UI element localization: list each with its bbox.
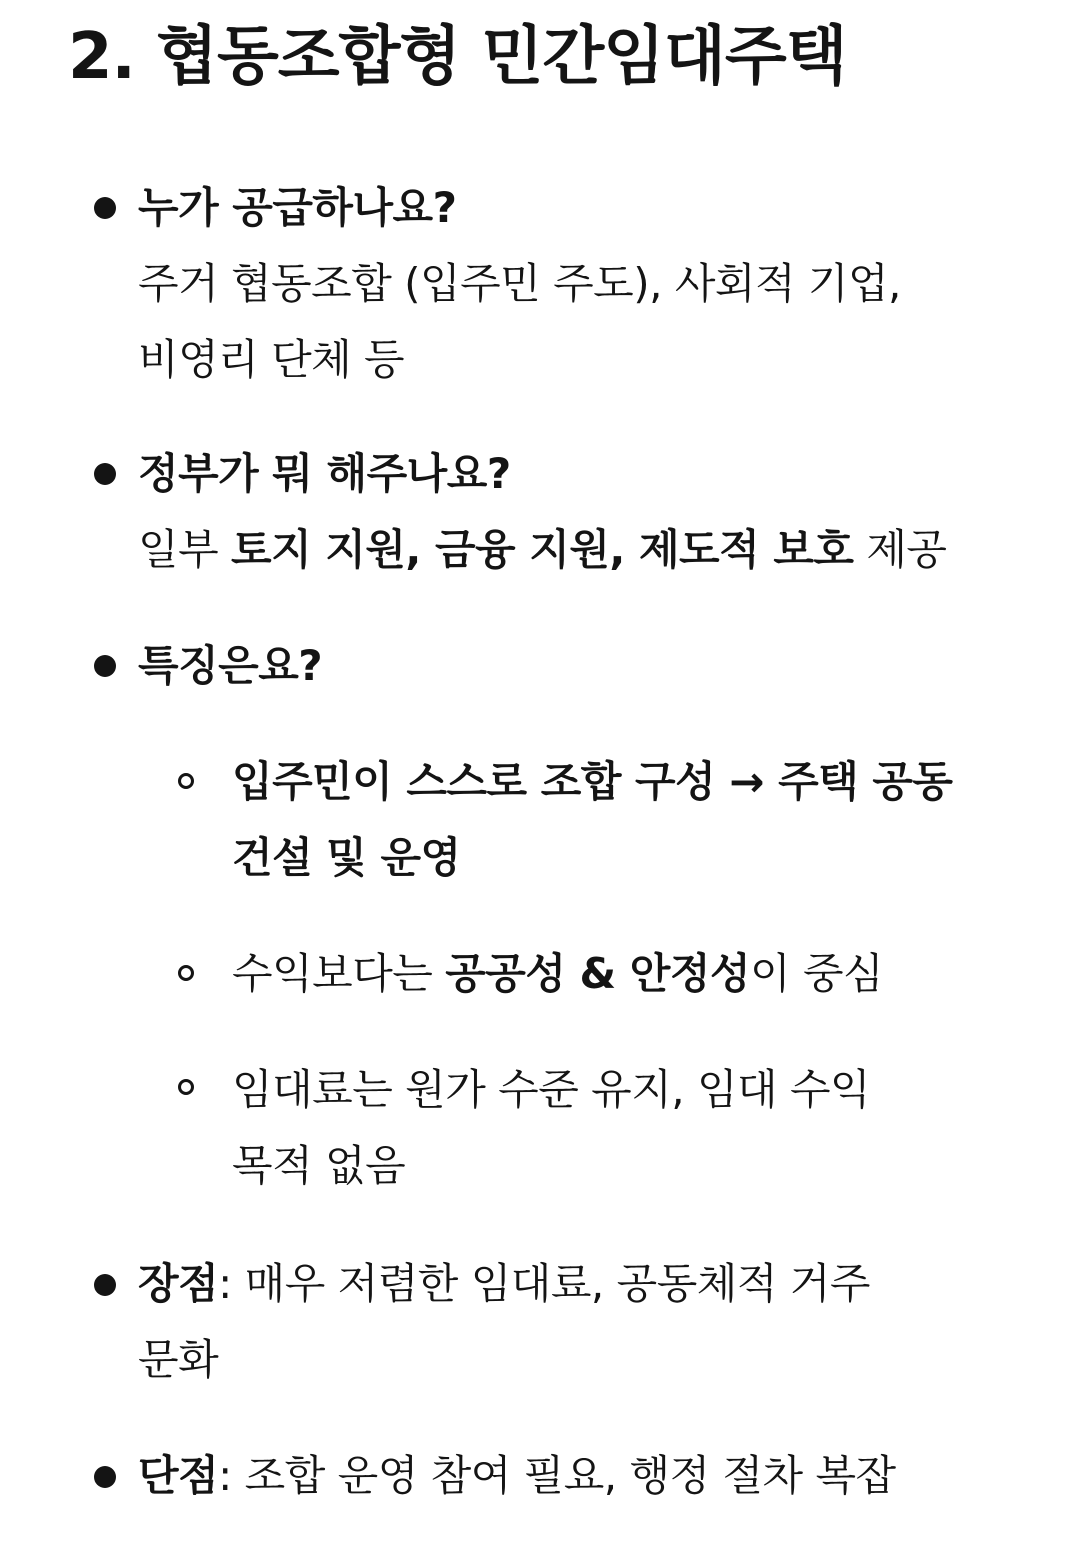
bullet-dot xyxy=(94,1466,116,1488)
sub-item-line: 목적 없음 xyxy=(232,1141,406,1190)
sub-item-line: 임대료는 원가 수준 유지, 임대 수익 xyxy=(232,1065,871,1114)
sub-item-rent xyxy=(232,1052,870,1204)
list-item-supplier xyxy=(138,170,901,398)
sub-bullet-circle xyxy=(178,1079,194,1095)
line-prefix: 수익보다는 xyxy=(232,949,446,998)
sub-item-line: 입주민이 스스로 조합 구성 → 주택 공동 xyxy=(232,757,953,806)
line-suffix: 이 중심 xyxy=(750,949,884,998)
line-emphasis: 토지 지원, 금융 지원, 제도적 보호 xyxy=(231,525,854,574)
bullet-dot xyxy=(94,197,116,219)
sub-item-line xyxy=(232,936,883,1012)
line-emphasis: 공공성 & 안정성 xyxy=(445,949,751,998)
sub-bullet-circle xyxy=(178,965,194,981)
item-label: 단점 xyxy=(138,1451,219,1500)
sub-bullet-circle xyxy=(178,773,194,789)
line-prefix: 일부 xyxy=(138,525,231,574)
item-line: 주거 협동조합 (입주민 주도), 사회적 기업, xyxy=(138,259,901,308)
item-line xyxy=(138,512,946,588)
list-item-government-support xyxy=(138,436,946,588)
item-text: : 조합 운영 참여 필요, 행정 절차 복잡 xyxy=(218,1451,896,1500)
item-text: : 매우 저렴한 임대료, 공동체적 거주 xyxy=(218,1259,870,1308)
bullet-dot xyxy=(94,1274,116,1296)
item-line: 문화 xyxy=(138,1335,219,1384)
item-title: 특징은요? xyxy=(138,641,323,690)
list-item-features xyxy=(138,628,322,704)
bullet-dot xyxy=(94,463,116,485)
sub-item-line: 건설 및 운영 xyxy=(232,833,461,882)
item-title: 정부가 뭐 해주나요? xyxy=(138,449,511,498)
list-item-cons xyxy=(138,1438,896,1514)
section-heading: 2. 협동조합형 민간임대주택 xyxy=(68,20,847,94)
bullet-dot xyxy=(94,655,116,677)
sub-item-public-interest xyxy=(232,936,883,1012)
item-label: 장점 xyxy=(138,1259,219,1308)
sub-item-cooperative xyxy=(232,744,953,896)
item-line xyxy=(138,1246,870,1322)
list-item-pros xyxy=(138,1246,870,1398)
item-line xyxy=(138,1438,896,1514)
item-line: 비영리 단체 등 xyxy=(138,335,405,384)
line-suffix: 제공 xyxy=(853,525,947,574)
item-title: 누가 공급하나요? xyxy=(138,183,457,232)
